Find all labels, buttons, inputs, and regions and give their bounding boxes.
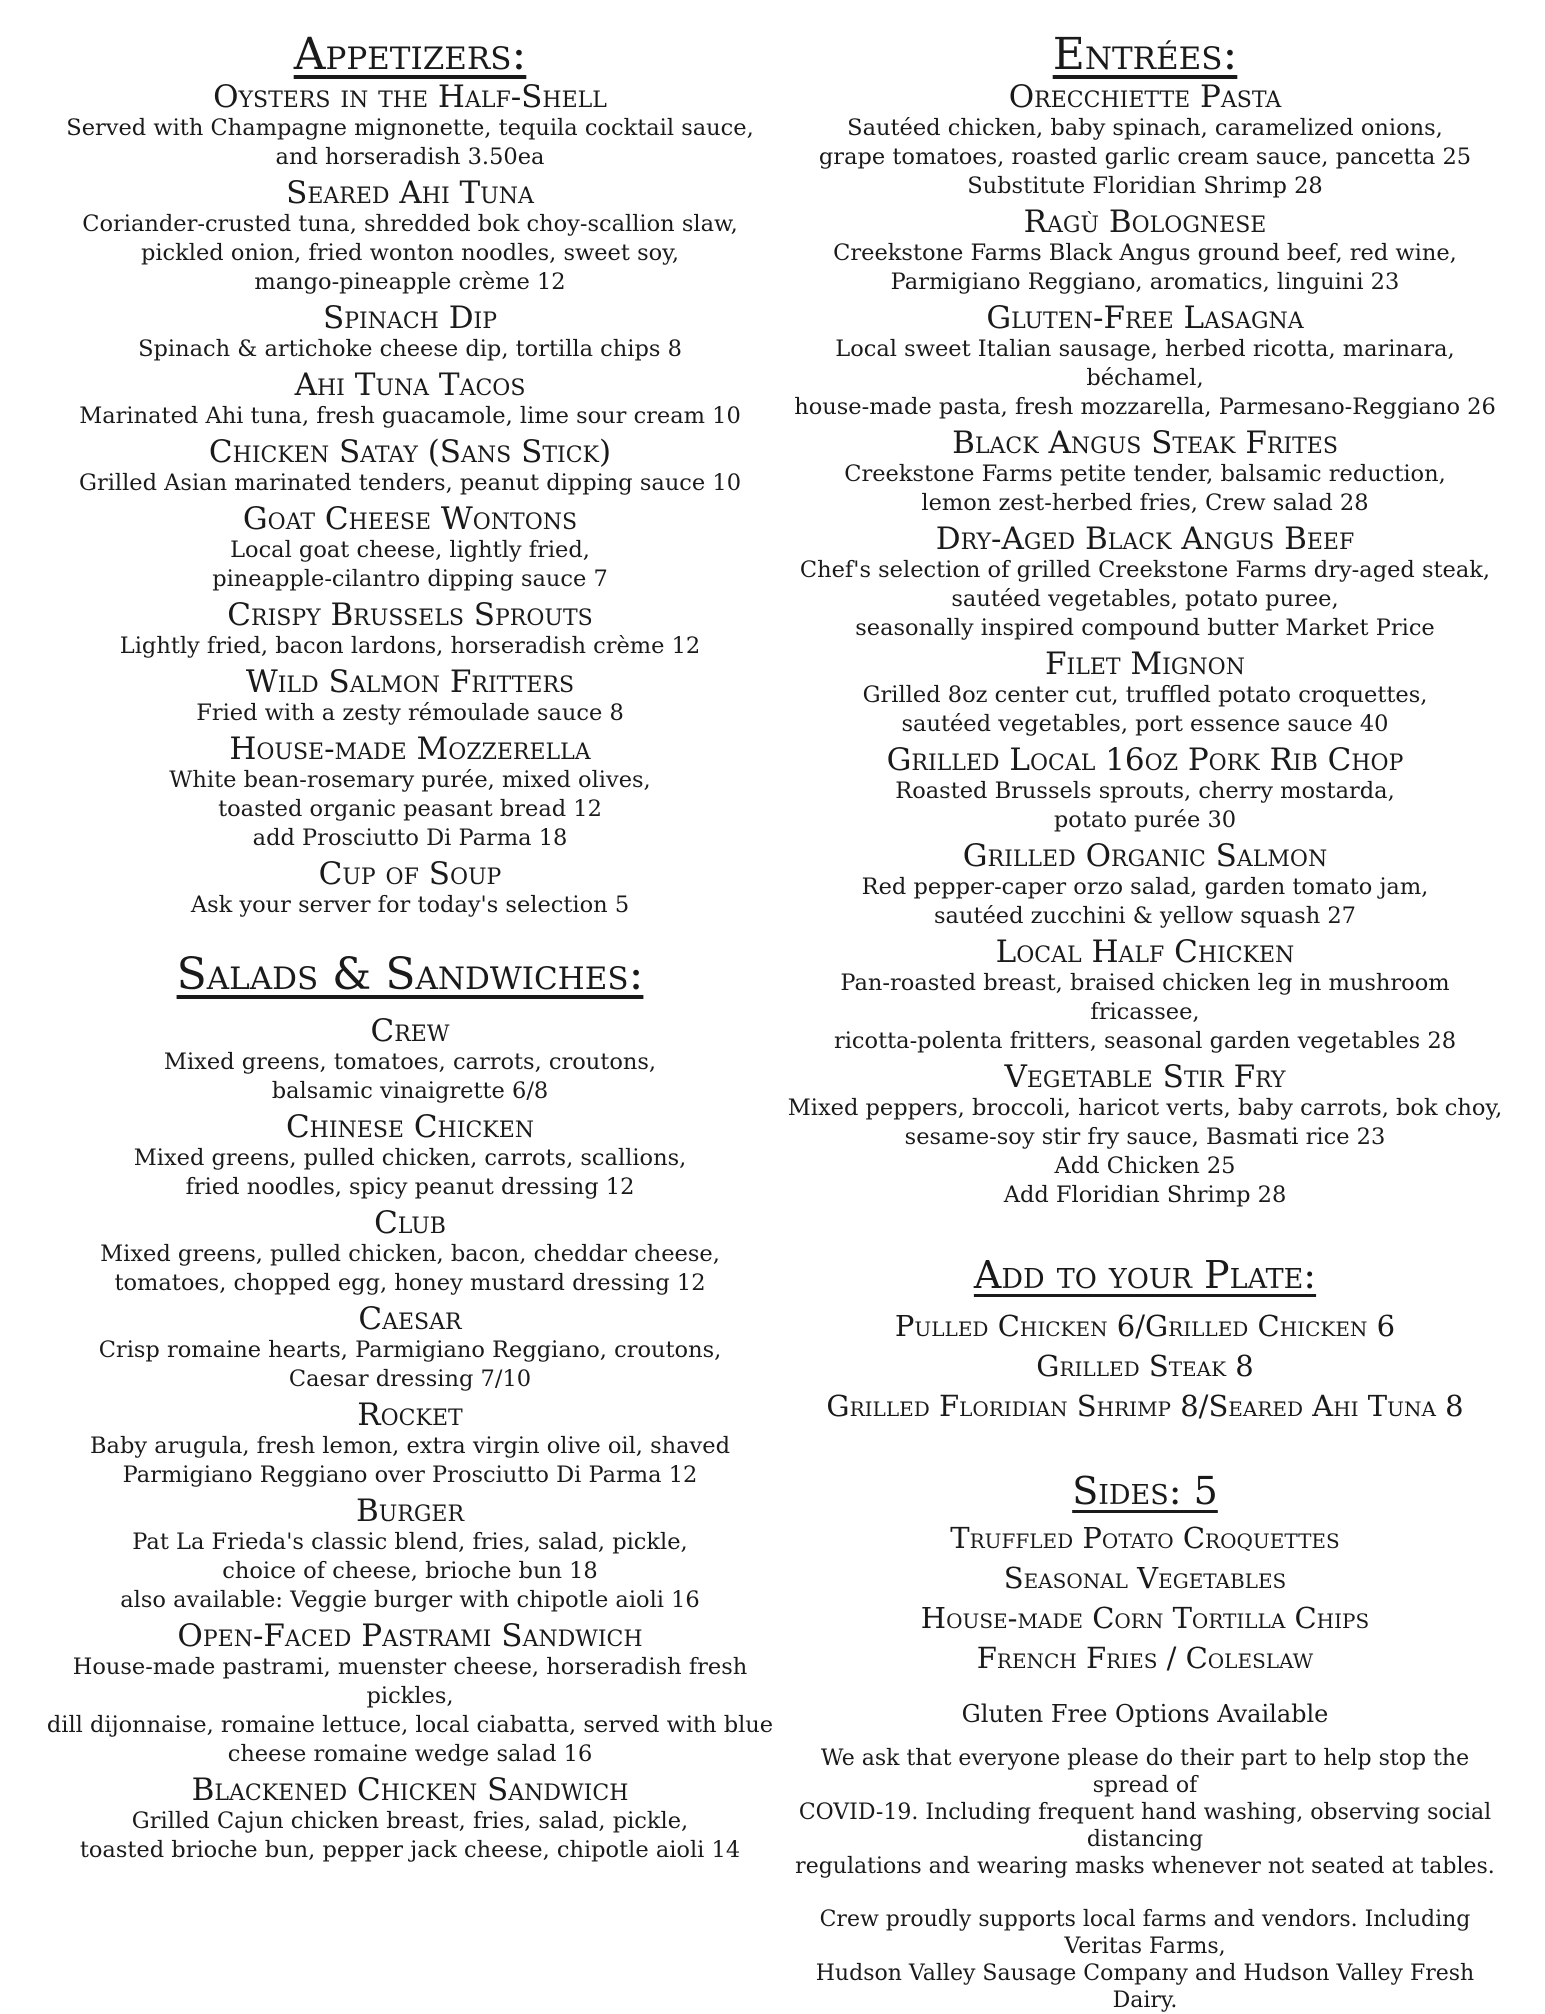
item-name: Filet Mignon	[1045, 646, 1245, 682]
item-description: Lightly fried, bacon lardons, horseradish crème 12	[119, 633, 701, 659]
item-description: and horseradish 3.50ea	[275, 144, 545, 170]
menu-item	[785, 301, 1505, 422]
item-description: Mixed greens, pulled chicken, bacon, cheddar cheese,	[100, 1241, 720, 1267]
item-description: Creekstone Farms Black Angus ground beef, red wine,	[833, 240, 1457, 266]
sides-heading: Sides: 5	[1072, 1469, 1218, 1513]
item-description: toasted organic peasant bread 12	[218, 796, 602, 822]
item-name: Goat Cheese Wontons	[242, 501, 578, 537]
item-name: Spinach Dip	[322, 300, 498, 336]
item-description: balsamic vinaigrette 6/8	[271, 1078, 549, 1104]
item-description: Local sweet Italian sausage, herbed ricotta, marinara, béchamel,	[835, 336, 1455, 391]
item-name: Oysters in the Half-Shell	[213, 79, 607, 115]
item-description: Mixed greens, pulled chicken, carrots, scallions,	[133, 1145, 687, 1171]
item-name: Wild Salmon Fritters	[245, 664, 575, 700]
add-on-line: Pulled Chicken 6/Grilled Chicken 6	[894, 1309, 1396, 1343]
entrees-heading: Entrées:	[1052, 29, 1238, 80]
item-name: Chinese Chicken	[285, 1109, 535, 1145]
side-line: French Fries / Coleslaw	[976, 1641, 1314, 1675]
item-description: sesame-soy stir fry sauce, Basmati rice 23	[904, 1124, 1386, 1150]
left-column	[40, 0, 780, 1865]
item-description: potato purée 30	[1053, 807, 1237, 833]
item-description: house-made pasta, fresh mozzarella, Parmesano-Reggiano 26	[794, 394, 1496, 420]
menu-item	[40, 1014, 780, 1106]
add-to-plate-section	[785, 1210, 1505, 1426]
item-description: Creekstone Farms petite tender, balsamic reduction,	[844, 461, 1446, 487]
item-description: Served with Champagne mignonette, tequila cocktail sauce,	[66, 115, 754, 141]
item-description: pickled onion, fried wonton noodles, sweet soy,	[140, 240, 680, 266]
item-description: sautéed vegetables, potato puree,	[951, 586, 1339, 612]
item-name: Cup of Soup	[318, 856, 502, 892]
item-description: Pan-roasted breast, braised chicken leg in mushroom fricassee,	[840, 970, 1450, 1025]
add-on-line: Grilled Steak 8	[1036, 1349, 1254, 1383]
menu-item	[785, 522, 1505, 643]
gluten-free-note: Gluten Free Options Available	[961, 1700, 1329, 1728]
item-description: Grilled 8oz center cut, truffled potato croquettes,	[862, 682, 1428, 708]
item-description: Pat La Frieda's classic blend, fries, salad, pickle,	[132, 1529, 688, 1555]
item-description: cheese romaine wedge salad 16	[227, 1741, 593, 1767]
item-description: Add Floridian Shrimp 28	[1003, 1182, 1287, 1208]
item-description: Marinated Ahi tuna, fresh guacamole, lime sour cream 10	[79, 403, 741, 429]
menu-item	[40, 502, 780, 594]
menu-item	[785, 1060, 1505, 1210]
item-description: Fried with a zesty rémoulade sauce 8	[196, 700, 624, 726]
side-line: House-made Corn Tortilla Chips	[920, 1601, 1370, 1635]
item-description: Local goat cheese, lightly fried,	[230, 537, 590, 563]
menu-item	[785, 205, 1505, 297]
item-description: Mixed peppers, broccoli, haricot verts, baby carrots, bok choy,	[787, 1095, 1503, 1121]
side-line: Seasonal Vegetables	[1003, 1561, 1287, 1595]
menu-item	[40, 368, 780, 431]
item-description: sautéed vegetables, port essence sauce 40	[901, 711, 1389, 737]
menu-item	[785, 935, 1505, 1056]
menu-item	[40, 598, 780, 661]
covid-note	[785, 1729, 1505, 1880]
menu-item	[40, 857, 780, 920]
item-description: add Prosciutto Di Parma 18	[252, 825, 568, 851]
menu-item	[40, 1206, 780, 1298]
item-description: Crisp romaine hearts, Parmigiano Reggiano, croutons,	[98, 1337, 722, 1363]
item-description: lemon zest-herbed fries, Crew salad 28	[921, 490, 1369, 516]
menu-item	[785, 426, 1505, 518]
menu-item	[40, 176, 780, 297]
add-to-plate-heading: Add to your Plate:	[973, 1253, 1317, 1297]
item-name: Crew	[370, 1013, 450, 1049]
sides-section	[785, 1426, 1505, 1678]
menu-item	[40, 1110, 780, 1202]
item-description: also available: Veggie burger with chipotle aioli 16	[120, 1587, 700, 1613]
item-name: Crispy Brussels Sprouts	[227, 597, 593, 633]
item-description: Roasted Brussels sprouts, cherry mostarda,	[895, 778, 1395, 804]
covid-note-line: We ask that everyone please do their part to help stop the spread of	[820, 1746, 1470, 1798]
item-description: tomatoes, chopped egg, honey mustard dressing 12	[114, 1270, 706, 1296]
item-name: Club	[374, 1205, 446, 1241]
item-description: Chef's selection of grilled Creekstone Farms dry-aged steak,	[799, 557, 1491, 583]
appetizers-section	[40, 0, 780, 920]
item-description: mango-pineapple crème 12	[254, 269, 566, 295]
right-column	[785, 0, 1505, 2014]
item-description: Spinach & artichoke cheese dip, tortilla chips 8	[138, 336, 682, 362]
item-description: Grilled Asian marinated tenders, peanut dipping sauce 10	[78, 470, 742, 496]
item-name: Seared Ahi Tuna	[286, 175, 534, 211]
item-description: fried noodles, spicy peanut dressing 12	[185, 1174, 635, 1200]
covid-note-line: regulations and wearing masks whenever not seated at tables.	[795, 1854, 1495, 1879]
menu-item	[40, 732, 780, 853]
item-name: Black Angus Steak Frites	[952, 425, 1338, 461]
item-name: Open-Faced Pastrami Sandwich	[177, 1618, 643, 1654]
item-description: Baby arugula, fresh lemon, extra virgin olive oil, shaved	[90, 1433, 730, 1459]
menu-item	[785, 647, 1505, 739]
item-name: Burger	[355, 1493, 465, 1529]
menu-item	[40, 80, 780, 172]
item-description: White bean-rosemary purée, mixed olives,	[169, 767, 651, 793]
item-name: Caesar	[358, 1301, 462, 1337]
item-description: Substitute Floridian Shrimp 28	[967, 173, 1323, 199]
item-description: toasted brioche bun, pepper jack cheese, chipotle aioli 14	[79, 1837, 741, 1863]
menu-item	[785, 80, 1505, 201]
item-description: Parmigiano Reggiano, aromatics, linguini 23	[890, 269, 1400, 295]
item-name: Vegetable Stir Fry	[1004, 1059, 1286, 1095]
item-name: Dry-Aged Black Angus Beef	[935, 521, 1355, 557]
menu-item	[40, 1398, 780, 1490]
item-name: Blackened Chicken Sandwich	[191, 1772, 629, 1808]
item-name: Ahi Tuna Tacos	[294, 367, 526, 403]
menu-item	[40, 1494, 780, 1615]
item-description: sautéed zucchini & yellow squash 27	[934, 903, 1356, 929]
menu-item	[40, 665, 780, 728]
item-name: Chicken Satay (Sans Stick)	[208, 434, 612, 470]
item-description: seasonally inspired compound butter Market Price	[855, 615, 1435, 641]
item-description: Grilled Cajun chicken breast, fries, salad, pickle,	[131, 1808, 689, 1834]
item-description: Sautéed chicken, baby spinach, caramelized onions,	[847, 115, 1443, 141]
covid-note-line: COVID-19. Including frequent hand washing, observing social distancing	[798, 1800, 1492, 1852]
salads-heading: Salads & Sandwiches:	[176, 949, 644, 1000]
item-description: House-made pastrami, muenster cheese, horseradish fresh pickles,	[72, 1654, 748, 1709]
menu-item	[40, 1773, 780, 1865]
menu-item	[785, 743, 1505, 835]
item-description: Mixed greens, tomatoes, carrots, croutons,	[163, 1049, 657, 1075]
item-name: Rocket	[357, 1397, 463, 1433]
item-description: Ask your server for today's selection 5	[190, 892, 630, 918]
salads-section	[40, 920, 780, 1865]
item-description: Caesar dressing 7/10	[288, 1366, 532, 1392]
item-description: pineapple-cilantro dipping sauce 7	[212, 566, 608, 592]
item-description: Red pepper-caper orzo salad, garden tomato jam,	[861, 874, 1429, 900]
item-name: Local Half Chicken	[995, 934, 1295, 970]
farms-note	[785, 1880, 1505, 2014]
item-description: dill dijonnaise, romaine lettuce, local ciabatta, served with blue	[46, 1712, 774, 1738]
menu-item	[40, 1302, 780, 1394]
entrees-section	[785, 0, 1505, 1210]
appetizers-heading: Appetizers:	[293, 29, 527, 80]
item-name: Gluten-Free Lasagna	[986, 300, 1304, 336]
item-name: Grilled Local 16oz Pork Rib Chop	[886, 742, 1404, 778]
menu-item	[40, 1619, 780, 1769]
item-description: grape tomatoes, roasted garlic cream sauce, pancetta 25	[818, 144, 1472, 170]
menu-item	[40, 435, 780, 498]
menu-item	[785, 839, 1505, 931]
item-description: Parmigiano Reggiano over Prosciutto Di Parma 12	[122, 1462, 698, 1488]
item-name: House-made Mozzerella	[229, 731, 591, 767]
item-description: Coriander-crusted tuna, shredded bok choy-scallion slaw,	[82, 211, 738, 237]
item-description: ricotta-polenta fritters, seasonal garden vegetables 28	[833, 1028, 1457, 1054]
item-name: Ragù Bolognese	[1023, 204, 1267, 240]
add-on-line: Grilled Floridian Shrimp 8/Seared Ahi Tuna 8	[826, 1389, 1464, 1423]
item-name: Grilled Organic Salmon	[962, 838, 1328, 874]
item-description: Add Chicken 25	[1054, 1153, 1236, 1179]
menu-item	[40, 301, 780, 364]
side-line: Truffled Potato Croquettes	[950, 1521, 1340, 1555]
item-name: Orecchiette Pasta	[1008, 79, 1282, 115]
farms-note-line: Hudson Valley Sausage Company and Hudson Valley Fresh Dairy.	[815, 1961, 1475, 2013]
item-description: choice of cheese, brioche bun 18	[222, 1558, 598, 1584]
farms-note-line: Crew proudly supports local farms and vendors. Including Veritas Farms,	[819, 1907, 1471, 1959]
